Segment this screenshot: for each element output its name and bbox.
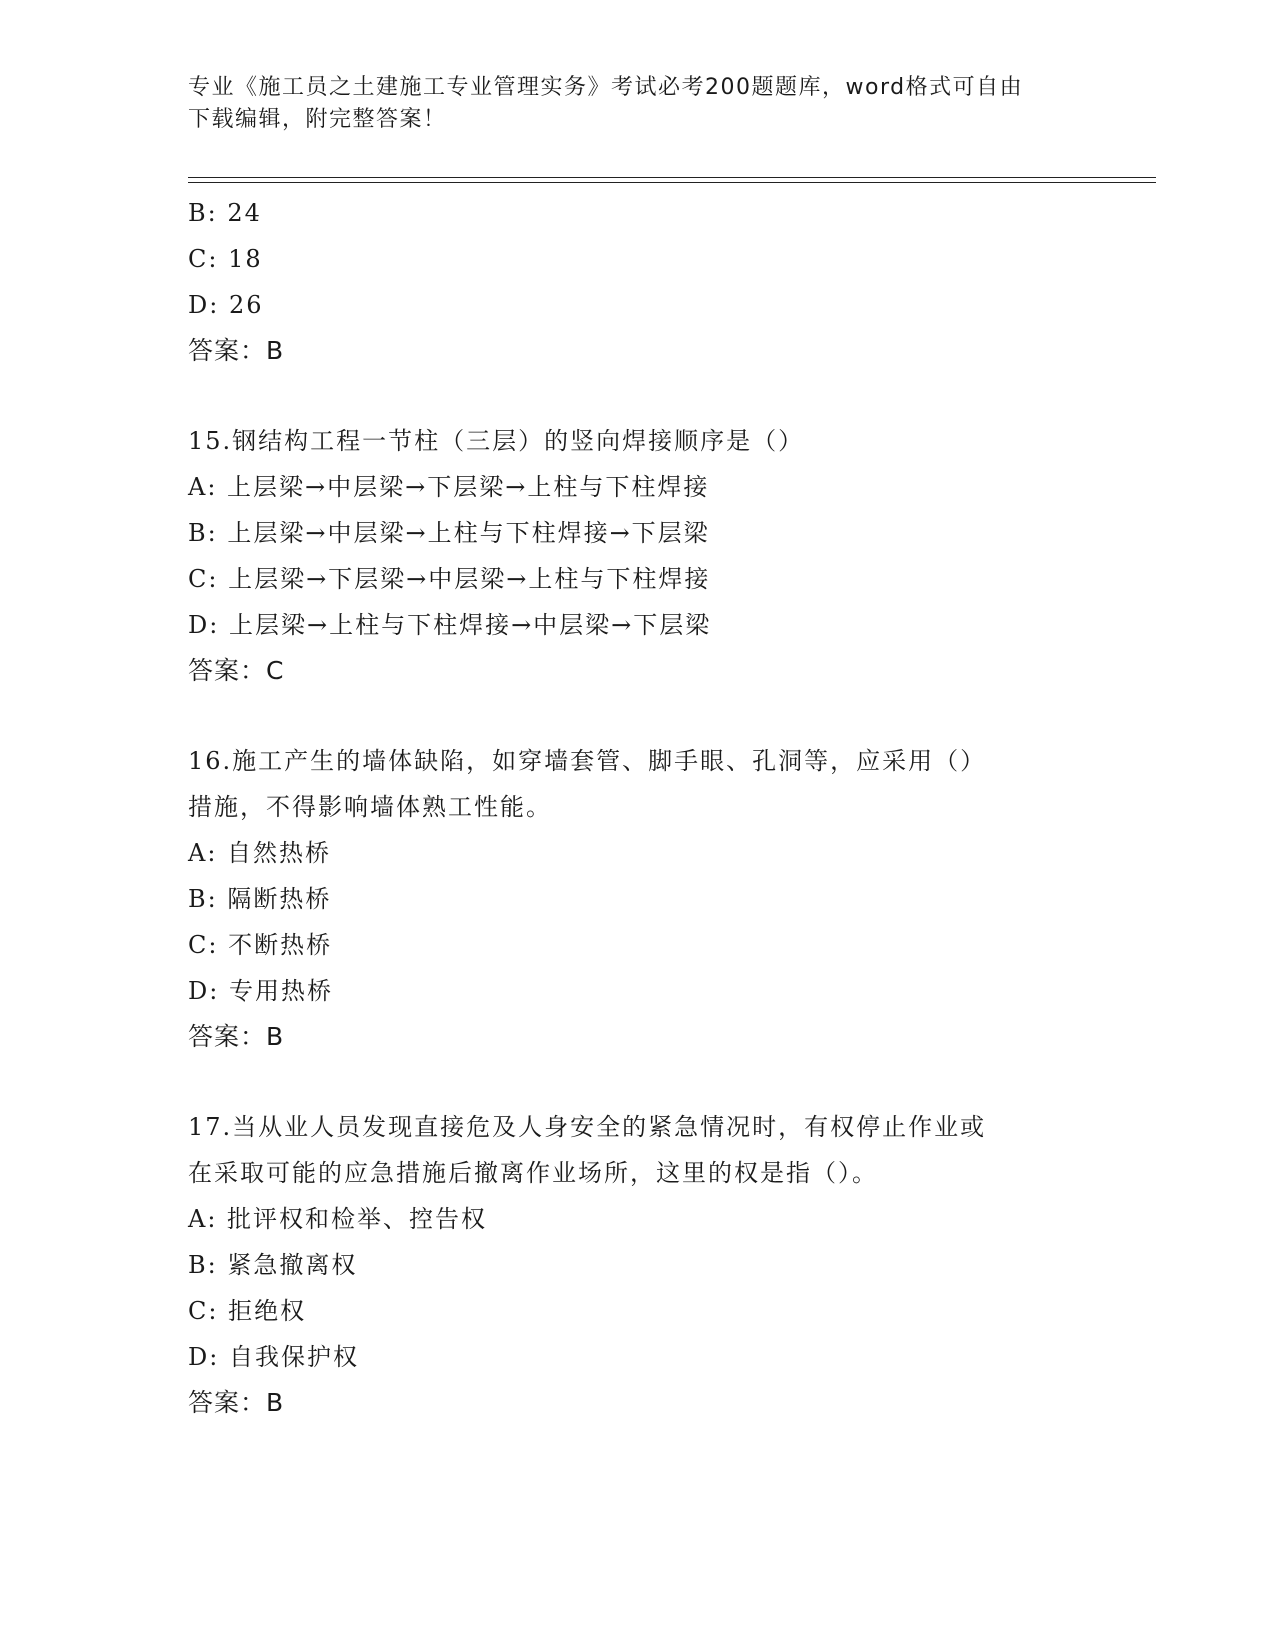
header-rule-top [188,177,1156,178]
header-rule-bottom [188,182,1156,183]
option-c: C: 18 [188,245,263,273]
option-c: C: 上层梁→下层梁→中层梁→上柱与下柱焊接 [188,565,711,593]
question-stem-line-1: 16.施工产生的墙体缺陷，如穿墙套管、脚手眼、孔洞等，应采用（） [188,747,987,775]
spacer [188,374,1088,418]
option-a: A: 上层梁→中层梁→下层梁→上柱与下柱焊接 [188,473,710,501]
question-stem: 15.钢结构工程一节柱（三层）的竖向焊接顺序是（） [188,427,805,455]
question-14 [188,190,1088,374]
option-d: D: 上层梁→上柱与下柱焊接→中层梁→下层梁 [188,611,712,639]
question-15 [188,418,1088,694]
option-b: B: 24 [188,199,262,227]
question-16 [188,738,1088,1060]
question-stem-line-2: 在采取可能的应急措施后撤离作业场所，这里的权是指（）。 [188,1159,878,1187]
option-b: B: 隔断热桥 [188,885,332,913]
page-header [188,72,1088,136]
option-c: C: 不断热桥 [188,931,333,959]
question-17 [188,1104,1088,1426]
option-b: B: 紧急撤离权 [188,1251,358,1279]
answer: 答案：B [188,1022,285,1051]
spacer [188,694,1088,738]
option-d: D: 专用热桥 [188,977,333,1005]
question-list [188,190,1088,1426]
answer: 答案：C [188,656,285,685]
question-stem-line-1: 17.当从业人员发现直接危及人身安全的紧急情况时，有权停止作业或 [188,1113,987,1141]
option-d: D: 自我保护权 [188,1343,359,1371]
answer: 答案：B [188,1388,285,1417]
header-title-line-2: 下载编辑，附完整答案！ [188,107,447,132]
option-c: C: 拒绝权 [188,1297,307,1325]
spacer [188,1060,1088,1104]
answer: 答案：B [188,336,285,365]
question-stem-line-2: 措施，不得影响墙体熟工性能。 [188,793,552,821]
option-d: D: 26 [188,291,264,319]
option-b: B: 上层梁→中层梁→上柱与下柱焊接→下层梁 [188,519,710,547]
option-a: A: 批评权和检举、控告权 [188,1205,488,1233]
option-a: A: 自然热桥 [188,839,332,867]
header-title-line-1: 专业《施工员之土建施工专业管理实务》考试必考200题题库，word格式可自由 [188,75,1024,100]
